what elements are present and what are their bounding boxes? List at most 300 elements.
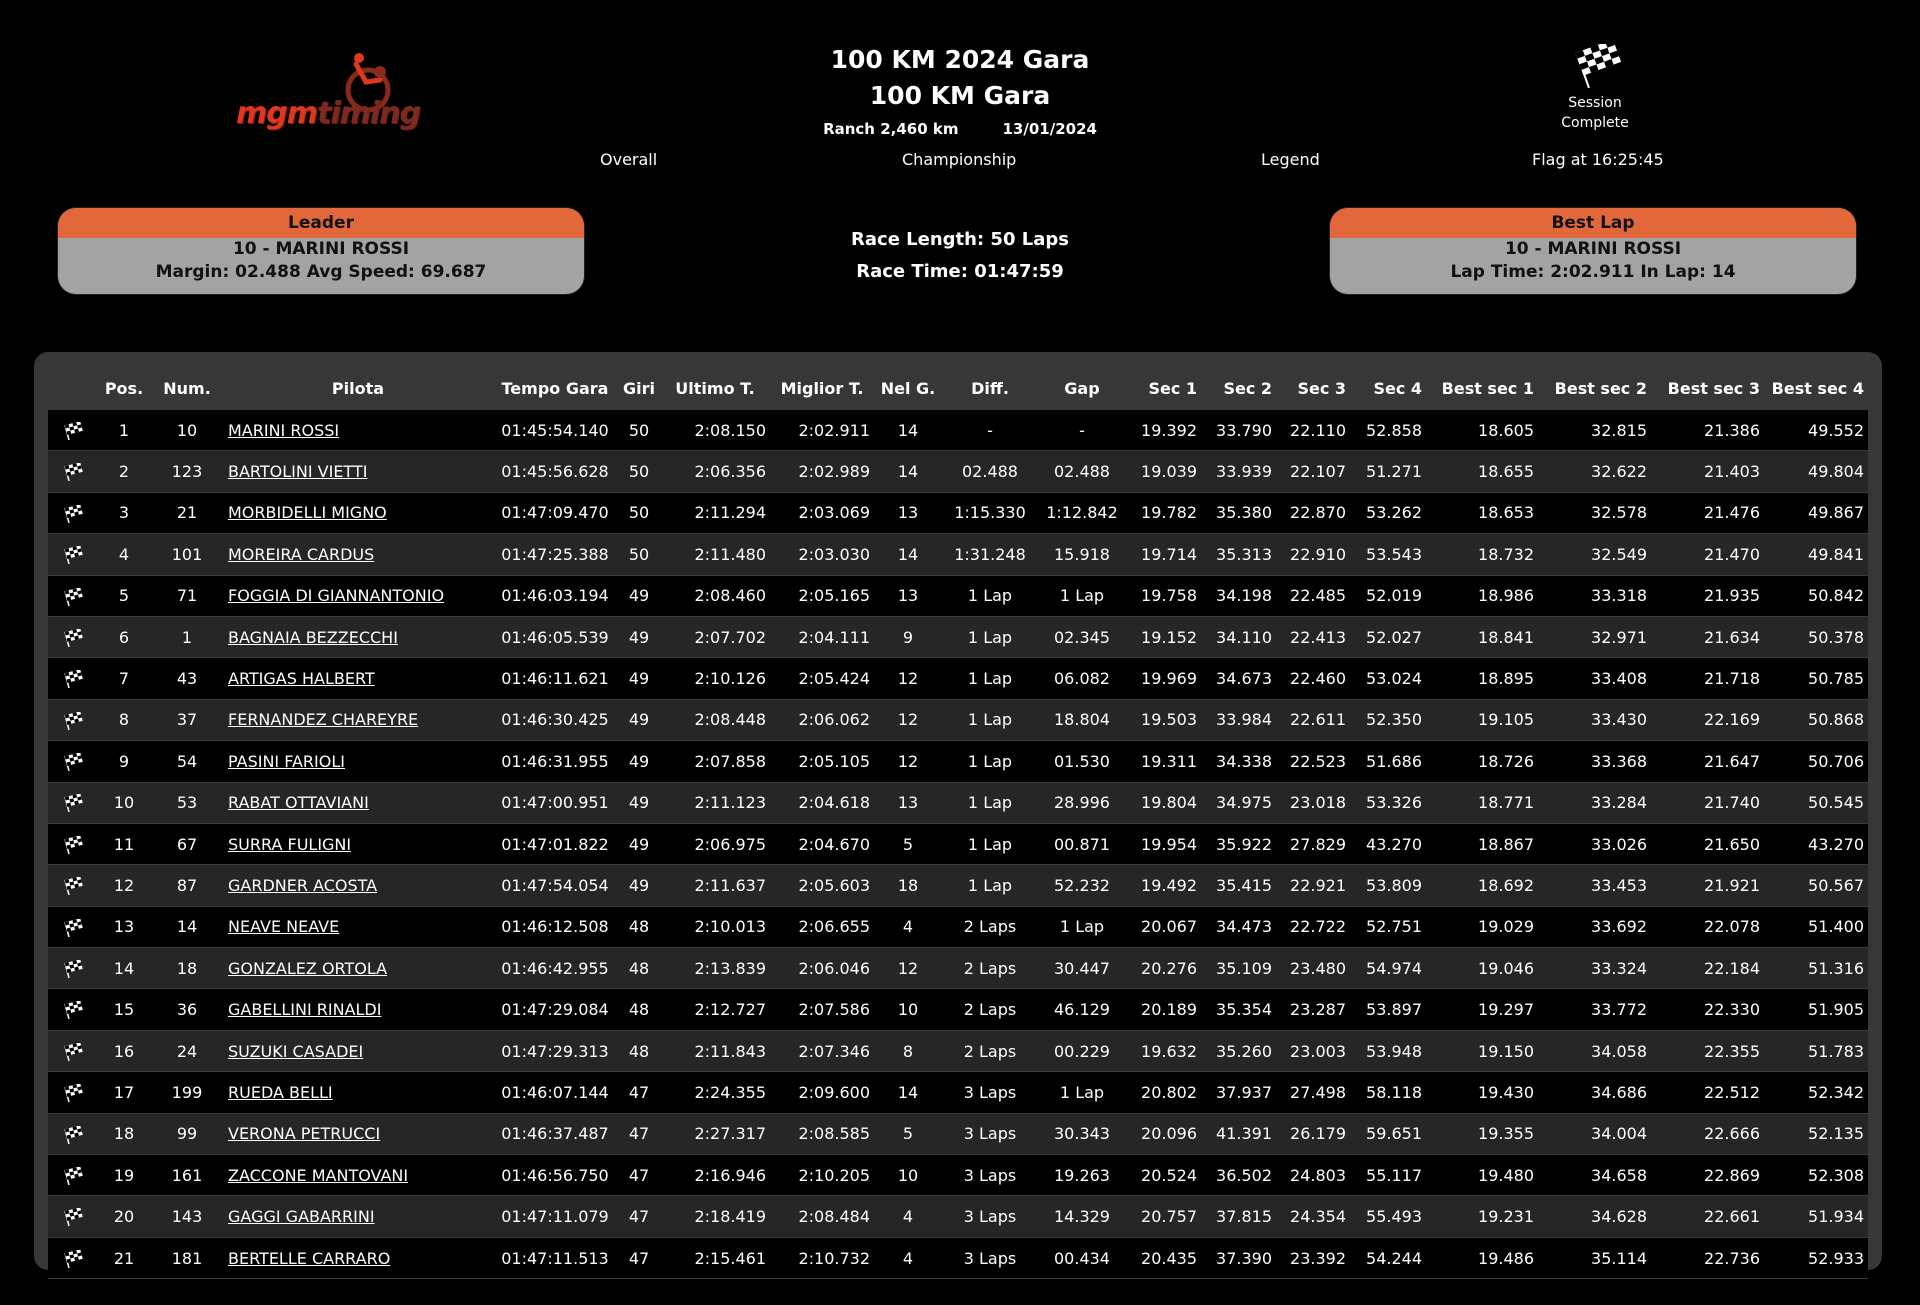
table-row [48,1030,1868,1071]
cell-miglior: 2:06.062 [798,710,870,730]
cell-best-sec4: 49.552 [1808,420,1864,440]
checkered-flag-icon [62,794,84,812]
table-row [48,741,1868,782]
cell-giri: 49 [628,793,650,813]
cell-gap: 00.871 [1054,834,1110,854]
cell-sec1: 20.067 [1141,917,1197,937]
cell-miglior: 2:07.586 [798,1000,870,1020]
col-header-ultimo[interactable]: Ultimo T. [675,378,755,398]
col-header-gap[interactable]: Gap [1064,378,1100,398]
session-title: 100 KM Gara [869,81,1051,110]
cell-pilota[interactable]: BARTOLINI VIETTI [228,462,368,482]
cell-best-sec4: 51.400 [1808,917,1864,937]
cell-miglior: 2:10.732 [798,1248,870,1268]
cell-best-sec3: 22.330 [1704,1000,1760,1020]
cell-ultimo: 2:08.460 [694,586,766,606]
cell-pilota[interactable]: MARINI ROSSI [228,420,340,440]
col-header-num[interactable]: Num. [163,378,211,398]
cell-sec3: 27.829 [1290,834,1346,854]
cell-pos: 8 [118,710,130,730]
cell-ultimo: 2:18.419 [694,1207,766,1227]
checkered-flag-icon [62,1208,84,1226]
cell-giri: 48 [628,917,650,937]
cell-pilota[interactable]: FERNANDEZ CHAREYRE [228,710,419,730]
table-row [48,1072,1868,1113]
cell-pilota[interactable]: GABELLINI RINALDI [228,1000,382,1020]
cell-best-sec3: 22.355 [1704,1041,1760,1061]
cell-best-sec1: 19.105 [1478,710,1534,730]
cell-pos: 10 [113,793,135,813]
cell-nel-g: 14 [897,462,919,482]
cell-miglior: 2:04.670 [798,834,870,854]
cell-best-sec2: 33.324 [1591,958,1647,978]
session-status-line1: Session [1568,95,1622,111]
cell-sec4: 52.858 [1366,420,1422,440]
cell-nel-g: 5 [902,1124,914,1144]
session-status-line2: Complete [1561,115,1629,131]
checkered-flag-icon [62,505,84,523]
cell-sec2: 33.984 [1216,710,1272,730]
cell-sec4: 53.262 [1366,503,1422,523]
cell-best-sec1: 18.732 [1478,544,1534,564]
cell-pos: 13 [113,917,135,937]
cell-pos: 2 [118,462,130,482]
cell-nel-g: 14 [897,1082,919,1102]
cell-nel-g: 12 [897,958,919,978]
cell-best-sec3: 21.740 [1704,793,1760,813]
col-header-best-sec3[interactable]: Best sec 3 [1667,378,1760,398]
cell-best-sec2: 32.622 [1591,462,1647,482]
checkered-flag-icon [62,1001,84,1019]
cell-tempo-gara: 01:47:11.079 [501,1207,609,1227]
cell-gap: 00.434 [1054,1248,1110,1268]
cell-best-sec4: 50.842 [1808,586,1864,606]
col-header-pilota[interactable]: Pilota [331,378,385,398]
cell-num: 199 [171,1082,203,1102]
cell-gap: 1:12.842 [1046,503,1118,523]
row-flag-icon [48,699,98,740]
cell-sec3: 22.107 [1290,462,1346,482]
cell-miglior: 2:08.585 [798,1124,870,1144]
cell-pos: 6 [118,627,130,647]
cell-best-sec3: 22.184 [1704,958,1760,978]
cell-best-sec4: 49.867 [1808,503,1864,523]
cell-best-sec2: 32.971 [1591,627,1647,647]
cell-best-sec1: 18.867 [1478,834,1534,854]
cell-best-sec1: 18.692 [1478,875,1534,895]
table-row [48,699,1868,740]
cell-sec2: 35.380 [1216,503,1272,523]
table-row [48,782,1868,823]
session-status [1540,44,1650,132]
cell-gap: 1 Lap [1059,1082,1105,1102]
cell-sec2: 35.354 [1216,1000,1272,1020]
row-flag-icon [48,616,98,657]
cell-gap: 02.345 [1054,627,1110,647]
row-flag-icon [48,575,98,616]
cell-sec1: 20.524 [1141,1165,1197,1185]
cell-pilota[interactable]: RABAT OTTAVIANI [228,793,369,813]
race-length: Race Length: 50 Laps [851,229,1069,250]
cell-tempo-gara: 01:47:29.313 [501,1041,609,1061]
track-name: Ranch 2,460 km [823,120,959,138]
cell-gap: 00.229 [1054,1041,1110,1061]
leader-box [58,208,584,294]
cell-giri: 50 [628,420,650,440]
cell-miglior: 2:05.105 [798,751,870,771]
cell-pilota[interactable]: VERONA PETRUCCI [228,1124,381,1144]
cell-best-sec2: 33.408 [1591,669,1647,689]
event-title: 100 KM 2024 Gara [830,45,1090,74]
cell-pos: 5 [118,586,130,606]
cell-pilota[interactable]: SURRA FULIGNI [228,834,352,854]
logo-text-timing: timing [317,96,420,131]
cell-sec3: 22.523 [1290,751,1346,771]
cell-best-sec3: 22.736 [1704,1248,1760,1268]
leader-heading: Leader [58,208,584,238]
cell-pos: 19 [113,1165,135,1185]
cell-gap: 15.918 [1054,544,1110,564]
cell-num: 53 [176,793,198,813]
cell-tempo-gara: 01:46:11.621 [501,669,609,689]
cell-pos: 17 [113,1082,135,1102]
checkered-flag-icon [62,919,84,937]
col-header-sec3[interactable]: Sec 3 [1297,378,1346,398]
cell-pos: 14 [113,958,135,978]
cell-tempo-gara: 01:45:56.628 [501,462,609,482]
table-row [48,989,1868,1030]
cell-ultimo: 2:06.975 [694,834,766,854]
col-header-diff[interactable]: Diff. [971,378,1009,398]
cell-num: 10 [176,420,198,440]
results-table [48,366,1868,1279]
cell-sec3: 27.498 [1290,1082,1346,1102]
cell-sec2: 34.473 [1216,917,1272,937]
cell-sec2: 33.939 [1216,462,1272,482]
cell-sec2: 37.937 [1216,1082,1272,1102]
cell-best-sec1: 18.653 [1478,503,1534,523]
cell-best-sec2: 34.058 [1591,1041,1647,1061]
logo-text-mgm: mgm [236,96,317,131]
cell-diff: 1 Lap [967,751,1013,771]
cell-pilota[interactable]: PASINI FARIOLI [228,751,345,771]
cell-pilota[interactable]: FOGGIA DI GIANNANTONIO [228,586,445,606]
session-date: 13/01/2024 [1002,120,1097,138]
cell-giri: 47 [628,1165,650,1185]
cell-best-sec4: 50.706 [1808,751,1864,771]
cell-sec4: 53.024 [1366,669,1422,689]
cell-pos: 4 [118,544,130,564]
table-row [48,823,1868,864]
cell-num: 36 [176,1000,198,1020]
cell-diff: 3 Laps [963,1248,1017,1268]
cell-nel-g: 9 [902,627,914,647]
cell-pos: 20 [113,1207,135,1227]
col-header-giri[interactable]: Giri [623,378,655,398]
cell-sec1: 20.757 [1141,1207,1197,1227]
cell-diff: 02.488 [962,462,1018,482]
cell-diff: 2 Laps [963,1041,1017,1061]
cell-tempo-gara: 01:47:09.470 [501,503,609,523]
cell-sec1: 20.096 [1141,1124,1197,1144]
cell-giri: 50 [628,503,650,523]
cell-miglior: 2:05.424 [798,669,870,689]
cell-pos: 7 [118,669,130,689]
cell-best-sec3: 22.869 [1704,1165,1760,1185]
cell-diff: 1 Lap [967,669,1013,689]
col-header-sec2[interactable]: Sec 2 [1223,378,1272,398]
cell-best-sec4: 52.135 [1808,1124,1864,1144]
nav-championship[interactable]: Championship [902,150,1017,169]
cell-sec2: 34.975 [1216,793,1272,813]
table-row [48,492,1868,533]
col-header-miglior[interactable]: Miglior T. [780,378,864,398]
cell-sec2: 37.815 [1216,1207,1272,1227]
col-header-pos[interactable]: Pos. [104,378,144,398]
cell-num: 123 [171,462,203,482]
cell-pilota[interactable]: ARTIGAS HALBERT [228,669,375,689]
cell-tempo-gara: 01:47:25.388 [501,544,609,564]
cell-giri: 49 [628,751,650,771]
row-flag-icon [48,782,98,823]
cell-sec1: 20.276 [1141,958,1197,978]
cell-sec2: 34.198 [1216,586,1272,606]
cell-best-sec4: 51.316 [1808,958,1864,978]
row-flag-icon [48,1113,98,1154]
cell-gap: 19.263 [1054,1165,1110,1185]
cell-sec2: 34.338 [1216,751,1272,771]
cell-sec4: 59.651 [1366,1124,1422,1144]
cell-nel-g: 10 [897,1165,919,1185]
best-lap-time: Lap Time: 2:02.911 In Lap: 14 [1450,262,1736,282]
cell-gap: 52.232 [1054,875,1110,895]
cell-ultimo: 2:15.461 [694,1248,766,1268]
cell-sec4: 51.271 [1366,462,1422,482]
cell-ultimo: 2:10.013 [694,917,766,937]
cell-best-sec2: 35.114 [1591,1248,1647,1268]
cell-best-sec2: 32.549 [1591,544,1647,564]
cell-pilota[interactable]: MORBIDELLI MIGNO [228,503,387,523]
cell-best-sec4: 51.783 [1808,1041,1864,1061]
cell-nel-g: 4 [902,1248,914,1268]
cell-sec3: 22.910 [1290,544,1346,564]
cell-best-sec1: 19.150 [1478,1041,1534,1061]
cell-best-sec1: 19.355 [1478,1124,1534,1144]
cell-pilota[interactable]: GARDNER ACOSTA [228,875,378,895]
row-flag-icon [48,492,98,533]
cell-ultimo: 2:11.480 [694,544,766,564]
cell-pilota[interactable]: BAGNAIA BEZZECCHI [228,627,398,647]
cell-gap: 02.488 [1054,462,1110,482]
cell-ultimo: 2:11.294 [694,503,766,523]
cell-pos: 1 [118,420,130,440]
cell-sec2: 34.110 [1216,627,1272,647]
cell-best-sec3: 21.650 [1704,834,1760,854]
cell-best-sec4: 49.841 [1808,544,1864,564]
cell-nel-g: 5 [902,834,914,854]
cell-sec2: 36.502 [1216,1165,1272,1185]
cell-tempo-gara: 01:47:01.822 [501,834,609,854]
track-date-line [660,120,1260,138]
cell-diff: 2 Laps [963,917,1017,937]
cell-sec4: 53.897 [1366,1000,1422,1020]
cell-pos: 3 [118,503,130,523]
cell-tempo-gara: 01:47:00.951 [501,793,609,813]
cell-best-sec4: 51.905 [1808,1000,1864,1020]
cell-sec3: 23.392 [1290,1248,1346,1268]
cell-gap: 46.129 [1054,1000,1110,1020]
cell-sec3: 22.460 [1290,669,1346,689]
cell-tempo-gara: 01:47:54.054 [501,875,609,895]
cell-sec2: 35.415 [1216,875,1272,895]
cell-pilota[interactable]: BERTELLE CARRARO [228,1248,391,1268]
cell-best-sec2: 34.004 [1591,1124,1647,1144]
cell-best-sec1: 19.486 [1478,1248,1534,1268]
checkered-flag-icon [62,1126,84,1144]
cell-sec4: 55.117 [1366,1165,1422,1185]
nav-overall[interactable]: Overall [600,150,658,169]
checkered-flag-icon [62,712,84,730]
cell-gap: 18.804 [1054,710,1110,730]
col-header-tempo-gara[interactable]: Tempo Gara [501,378,609,398]
cell-pilota[interactable]: SUZUKI CASADEI [228,1041,364,1061]
cell-diff: 3 Laps [963,1165,1017,1185]
cell-pilota[interactable]: ZACCONE MANTOVANI [228,1165,409,1185]
cell-sec3: 22.413 [1290,627,1346,647]
cell-tempo-gara: 01:47:29.084 [501,1000,609,1020]
cell-num: 161 [171,1165,203,1185]
cell-giri: 48 [628,958,650,978]
cell-ultimo: 2:11.637 [694,875,766,895]
cell-sec1: 19.152 [1141,627,1197,647]
cell-ultimo: 2:07.702 [694,627,766,647]
col-header-best-sec1[interactable]: Best sec 1 [1441,378,1534,398]
cell-nel-g: 13 [897,793,919,813]
cell-best-sec4: 43.270 [1808,834,1864,854]
cell-sec1: 20.435 [1141,1248,1197,1268]
cell-miglior: 2:06.655 [798,917,870,937]
cell-ultimo: 2:13.839 [694,958,766,978]
cell-diff: 1 Lap [967,793,1013,813]
cell-sec4: 43.270 [1366,834,1422,854]
checkered-flag-icon [62,1043,84,1061]
results-body [48,410,1868,1279]
row-flag-icon [48,410,98,451]
cell-giri: 50 [628,544,650,564]
cell-best-sec1: 18.655 [1478,462,1534,482]
cell-best-sec4: 52.342 [1808,1082,1864,1102]
cell-best-sec4: 50.868 [1808,710,1864,730]
cell-best-sec1: 19.297 [1478,1000,1534,1020]
cell-sec1: 19.804 [1141,793,1197,813]
cell-best-sec1: 19.046 [1478,958,1534,978]
cell-diff: 3 Laps [963,1082,1017,1102]
row-flag-icon [48,1196,98,1237]
cell-nel-g: 14 [897,420,919,440]
race-time: Race Time: 01:47:59 [856,261,1064,282]
cell-sec1: 20.802 [1141,1082,1197,1102]
cell-sec3: 22.722 [1290,917,1346,937]
checkered-flag-icon [62,463,84,481]
cell-best-sec4: 52.933 [1808,1248,1864,1268]
cell-best-sec4: 50.785 [1808,669,1864,689]
cell-pilota[interactable]: RUEDA BELLI [228,1082,333,1102]
cell-pilota[interactable]: GONZALEZ ORTOLA [228,958,388,978]
checkered-flag-icon [62,1250,84,1268]
cell-diff: 1 Lap [967,710,1013,730]
cell-diff: 2 Laps [963,958,1017,978]
checkered-flag-icon [62,960,84,978]
cell-sec4: 53.948 [1366,1041,1422,1061]
cell-miglior: 2:09.600 [798,1082,870,1102]
checkered-flag-icon [62,422,84,440]
col-header-nel-g[interactable]: Nel G. [880,378,936,398]
cell-best-sec2: 33.026 [1591,834,1647,854]
cell-num: 18 [176,958,198,978]
cell-gap: 01.530 [1054,751,1110,771]
col-header-sec1[interactable]: Sec 1 [1148,378,1197,398]
table-row [48,575,1868,616]
cell-best-sec1: 18.986 [1478,586,1534,606]
nav-legend[interactable]: Legend [1261,150,1320,169]
cell-sec2: 41.391 [1216,1124,1272,1144]
cell-pos: 18 [113,1124,135,1144]
cell-num: 21 [176,503,198,523]
checkered-flag-icon [62,836,84,854]
cell-sec1: 19.632 [1141,1041,1197,1061]
cell-sec1: 19.503 [1141,710,1197,730]
best-lap-driver: 10 - MARINI ROSSI [1504,239,1682,259]
cell-gap: 30.447 [1054,958,1110,978]
cell-tempo-gara: 01:46:05.539 [501,627,609,647]
cell-pilota[interactable]: MOREIRA CARDUS [228,544,375,564]
cell-best-sec3: 21.718 [1704,669,1760,689]
cell-best-sec3: 21.634 [1704,627,1760,647]
cell-sec3: 22.110 [1290,420,1346,440]
cell-best-sec3: 21.403 [1704,462,1760,482]
cell-sec3: 24.354 [1290,1207,1346,1227]
table-row [48,948,1868,989]
cell-diff: 3 Laps [963,1124,1017,1144]
cell-best-sec3: 21.476 [1704,503,1760,523]
row-flag-icon [48,989,98,1030]
cell-best-sec1: 19.480 [1478,1165,1534,1185]
col-header-best-sec2[interactable]: Best sec 2 [1554,378,1647,398]
cell-pilota[interactable]: GAGGI GABARRINI [228,1207,375,1227]
table-row [48,1196,1868,1237]
cell-miglior: 2:06.046 [798,958,870,978]
col-header-best-sec4[interactable]: Best sec 4 [1771,378,1864,398]
cell-num: 1 [181,627,193,647]
cell-best-sec1: 19.029 [1478,917,1534,937]
cell-sec3: 22.870 [1290,503,1346,523]
cell-sec1: 19.039 [1141,462,1197,482]
cell-gap: 28.996 [1054,793,1110,813]
cell-pilota[interactable]: NEAVE NEAVE [228,917,340,937]
best-lap-box [1330,208,1856,294]
col-header-sec4[interactable]: Sec 4 [1373,378,1422,398]
cell-tempo-gara: 01:46:07.144 [501,1082,609,1102]
cell-giri: 49 [628,586,650,606]
cell-gap: 30.343 [1054,1124,1110,1144]
cell-gap: - [1079,420,1085,440]
row-flag-icon [48,823,98,864]
cell-best-sec4: 50.545 [1808,793,1864,813]
cell-sec1: 19.969 [1141,669,1197,689]
cell-best-sec2: 33.368 [1591,751,1647,771]
cell-sec1: 19.954 [1141,834,1197,854]
cell-giri: 47 [628,1082,650,1102]
